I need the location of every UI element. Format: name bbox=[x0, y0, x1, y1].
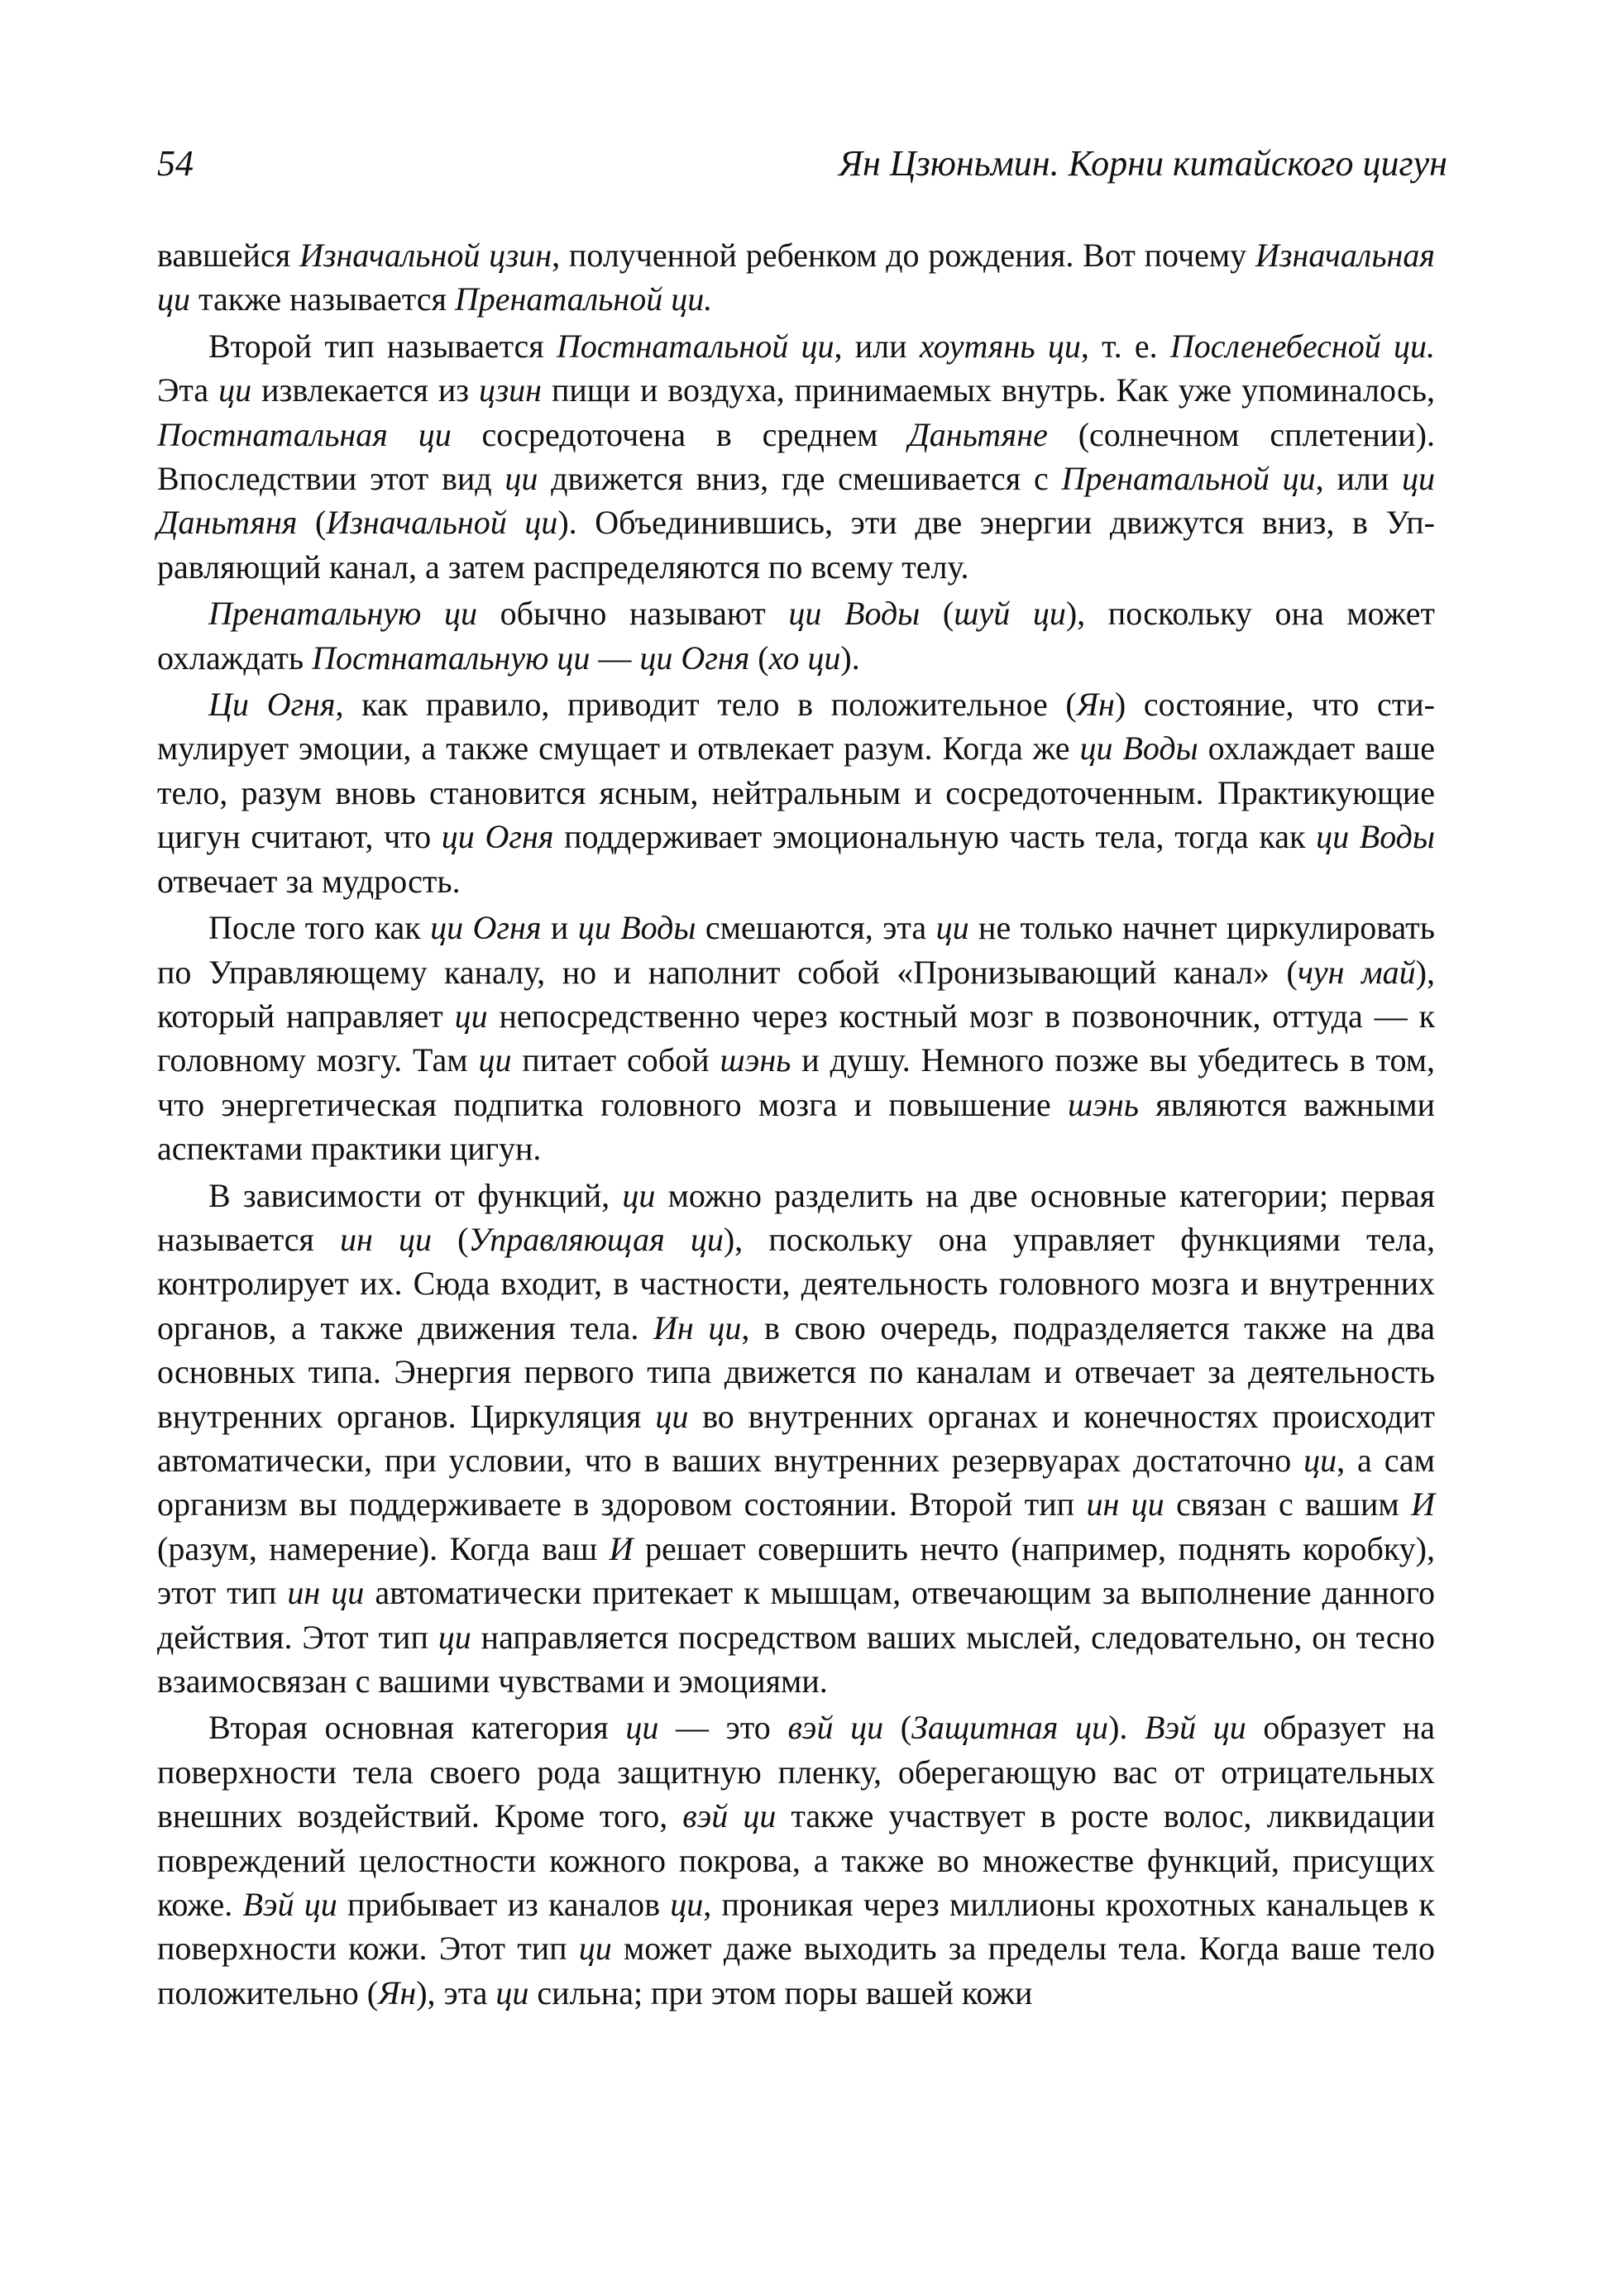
text-run: также называется bbox=[190, 280, 455, 318]
italic-term: ци bbox=[655, 1397, 689, 1435]
text-run: непосредственно через костный мозг в позвоночник, оттуда — к головному мозгу. Там bbox=[157, 997, 1436, 1079]
text-run: (разум, намерение). Когда ваш bbox=[157, 1529, 610, 1567]
text-run: образует на поверхности тела своего рода защитную пленку, оберегающую вас от отрицательных внешних воздействий. Кроме того, bbox=[157, 1709, 1436, 1835]
text-run: пищи и воздуха, принимаемых внутрь. Как уже упоминалось, bbox=[541, 371, 1435, 409]
italic-term: ин ци bbox=[340, 1220, 433, 1258]
text-run: ), поскольку она может охлаждать bbox=[157, 595, 1435, 677]
text-run: ( bbox=[883, 1709, 912, 1747]
italic-term: ци Даньтяня bbox=[157, 460, 1435, 542]
italic-term: Пренатальной ци. bbox=[454, 280, 713, 318]
italic-term: ци bbox=[622, 1176, 656, 1214]
text-run: , или bbox=[834, 327, 920, 365]
italic-term: Защитная ци bbox=[911, 1709, 1109, 1747]
italic-term: Ян bbox=[1076, 686, 1115, 724]
text-run: Вторая основная категория bbox=[208, 1709, 626, 1747]
italic-term: Ян bbox=[378, 1973, 417, 2011]
text-run: сосредоточена в среднем bbox=[451, 415, 909, 453]
text-run: ). bbox=[840, 639, 860, 677]
italic-term: шэнь bbox=[1068, 1085, 1139, 1123]
text-run: поддерживает эмоциональную часть тела, тогда как bbox=[553, 818, 1317, 856]
text-run: — bbox=[590, 639, 640, 677]
italic-term: ци bbox=[625, 1709, 659, 1747]
text-run: Второй тип называется bbox=[208, 327, 557, 365]
text-run: прибывает из каналов bbox=[337, 1886, 671, 1924]
italic-term: ци Огня bbox=[430, 909, 542, 947]
italic-term: цзин bbox=[479, 371, 542, 409]
text-run: движется вниз, где смешивается с bbox=[538, 460, 1062, 498]
italic-term: Постнатальная ци bbox=[157, 415, 452, 453]
text-run: ) состояние, что стимулирует эмоции, а также смущает и отвлекает разум. Когда же bbox=[157, 686, 1435, 768]
text-run: , или bbox=[1315, 460, 1402, 498]
italic-term: ци Воды bbox=[788, 595, 921, 633]
italic-term: Постнатальной ци bbox=[556, 327, 834, 365]
italic-term: Изначальной цзин bbox=[299, 237, 552, 274]
page-number: 54 bbox=[157, 143, 194, 184]
text-run: обычно называют bbox=[476, 595, 789, 633]
italic-term: ци bbox=[505, 460, 538, 498]
text-run: охлаждает ваше тело, разум вновь становится ясным, нейтральным и сосредоточенным. Практикующие цигун считают, что bbox=[157, 729, 1436, 856]
italic-term: шуй ци bbox=[954, 595, 1066, 633]
italic-term: ци Воды bbox=[1316, 818, 1435, 856]
text-run: во внутренних органах и конечностях происходит автоматически, при условии, что в ваших внутренних резервуарах достаточно bbox=[157, 1397, 1435, 1479]
italic-term: Вэй ци bbox=[1145, 1709, 1246, 1747]
italic-term: чун май bbox=[1297, 953, 1416, 991]
italic-term: И bbox=[609, 1529, 634, 1567]
text-run: , как правило, приводит тело в положительное ( bbox=[335, 686, 1077, 724]
italic-term: Управляющая ци bbox=[468, 1220, 724, 1258]
italic-term: Ин ци bbox=[653, 1308, 742, 1347]
italic-term: ци Воды bbox=[1079, 729, 1198, 768]
italic-term: ци bbox=[495, 1973, 529, 2011]
italic-term: Постнатальную ци bbox=[312, 639, 591, 677]
italic-term: ци bbox=[478, 1041, 512, 1079]
italic-term: Ци Огня bbox=[208, 686, 336, 724]
text-run: ). bbox=[1108, 1709, 1145, 1747]
paragraph bbox=[157, 233, 1435, 322]
italic-term: ци bbox=[454, 997, 488, 1035]
paragraph bbox=[157, 324, 1435, 589]
italic-term: Даньтяне bbox=[908, 415, 1048, 453]
text-run: , т. е. bbox=[1080, 327, 1170, 365]
text-run: питает собой bbox=[511, 1041, 720, 1079]
text-run: связан с вашим bbox=[1164, 1485, 1412, 1523]
italic-term: И bbox=[1411, 1485, 1436, 1523]
text-run: Эта bbox=[157, 371, 219, 409]
text-run: ( bbox=[432, 1220, 469, 1258]
text-run: и душу. Немного позже вы убедитесь в том, что энергетическая подпитка головного мозга и повышение bbox=[157, 1041, 1436, 1123]
text-run: ). Объединившись, эти две энергии движутся вниз, в Управляющий канал, а затем распределяются по всему телу. bbox=[157, 504, 1435, 586]
text-run: В зависимости от функций, bbox=[208, 1176, 623, 1214]
text-run: (солнечном сплетении). Впоследствии этот вид bbox=[157, 415, 1435, 498]
italic-term: ин ци bbox=[1086, 1485, 1164, 1523]
text-run: отвечает за мудрость. bbox=[157, 862, 461, 900]
italic-term: ци Воды bbox=[577, 909, 696, 947]
text-run: После того как bbox=[208, 909, 431, 947]
text-run: может даже выходить за пределы тела. Когда ваше тело положительно ( bbox=[157, 1930, 1436, 2011]
italic-term: ци bbox=[438, 1618, 471, 1656]
text-run: вавшейся bbox=[157, 237, 299, 274]
text-run: , проникая через миллионы крохотных канальцев к поверхности кожи. Этот тип bbox=[157, 1886, 1435, 1968]
text-run: и bbox=[541, 909, 578, 947]
italic-term: вэй ци bbox=[682, 1797, 777, 1835]
text-run: , а сам организм вы поддерживаете в здоровом состоянии. Второй тип bbox=[157, 1441, 1436, 1523]
text-run: смешаются, эта bbox=[696, 909, 936, 947]
paragraph bbox=[157, 1705, 1435, 2015]
text-run: ), эта bbox=[416, 1973, 496, 2011]
text-run: также участвует в росте волос, ликвидации повреждений целостности кожного покрова, а также во множестве функций, присущих коже. bbox=[157, 1797, 1436, 1924]
text-run: , в свою очередь, подразделяется также на два основных типа. Энергия первого типа движется по каналам и отвечает за деятельность внутренних органов. Циркуляция bbox=[157, 1308, 1435, 1435]
italic-term: Пренатальную ци bbox=[208, 595, 477, 633]
italic-term: ци bbox=[935, 909, 969, 947]
paragraph bbox=[157, 906, 1435, 1170]
italic-term: ин ци bbox=[287, 1574, 365, 1612]
italic-term: Изначальная ци bbox=[157, 237, 1435, 318]
italic-term: Вэй ци bbox=[242, 1886, 337, 1924]
text-run: извлекается из bbox=[251, 371, 480, 409]
paragraph bbox=[157, 591, 1435, 680]
text-run: сильна; при этом поры вашей кожи bbox=[528, 1973, 1033, 2011]
italic-term: хоутянь ци bbox=[919, 327, 1081, 365]
page-header bbox=[157, 139, 1447, 189]
text-run: направляется посредством ваших мыслей, следовательно, он тесно взаимосвязан с вашими чувствами и эмоциями. bbox=[157, 1618, 1436, 1700]
text-run: можно разделить на две основные категории; первая называется bbox=[157, 1176, 1435, 1258]
italic-term: ци bbox=[218, 371, 252, 409]
text-run: ), поскольку она управляет функциями тела, контролирует их. Сюда входит, в частности, деятельность головного мозга и внутренних органов, а также движения тела. bbox=[157, 1220, 1436, 1347]
text-run: решает совершить нечто (например, поднять коробку), этот тип bbox=[157, 1529, 1435, 1612]
text-run: ( bbox=[920, 595, 954, 633]
text-run: ( bbox=[749, 639, 769, 677]
text-run: , полученной ребенком до рождения. Вот почему bbox=[552, 237, 1256, 274]
paragraph bbox=[157, 1174, 1435, 1704]
text-run: ( bbox=[297, 504, 327, 542]
italic-term: вэй ци bbox=[787, 1709, 884, 1747]
italic-term: ци Огня bbox=[639, 639, 750, 677]
italic-term: Изначальной ци bbox=[326, 504, 558, 542]
italic-term: Пренатальной ци bbox=[1061, 460, 1316, 498]
text-run: не только начнет циркулировать по Управляющему каналу, но и наполнит собой «Пронизывающий канал» ( bbox=[157, 909, 1435, 991]
text-run: — это bbox=[658, 1709, 788, 1747]
italic-term: ци bbox=[670, 1886, 704, 1924]
italic-term: хо ци bbox=[768, 639, 841, 677]
text-run: ), который направляет bbox=[157, 953, 1435, 1035]
italic-term: ци bbox=[1303, 1441, 1337, 1479]
text-run: являются важными аспектами практики цигун. bbox=[157, 1085, 1436, 1168]
italic-term: шэнь bbox=[720, 1041, 791, 1079]
italic-term: ци bbox=[578, 1930, 612, 1968]
running-title: Ян Цзюньмин. Корни китайского цигун bbox=[839, 143, 1447, 184]
text-run: автоматически притекает к мышцам, отвечающим за выполнение данного действия. Этот тип bbox=[157, 1574, 1436, 1656]
body-text bbox=[157, 233, 1435, 2015]
italic-term: Посленебесной ци. bbox=[1169, 327, 1436, 365]
paragraph bbox=[157, 682, 1435, 903]
italic-term: ци Огня bbox=[441, 818, 554, 856]
